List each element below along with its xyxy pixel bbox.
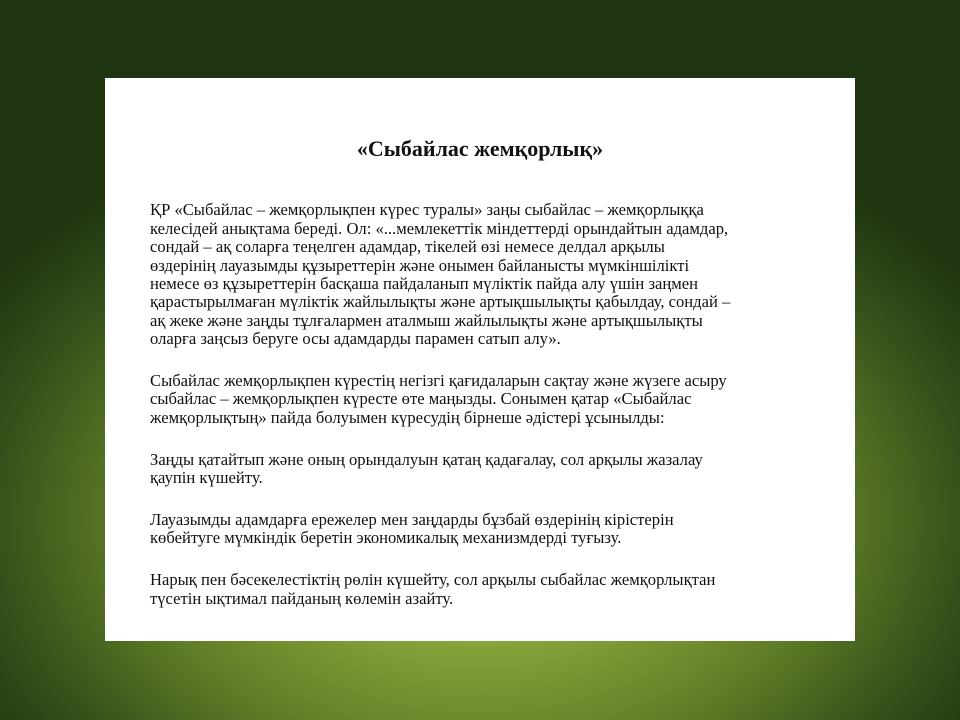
paragraph-principles: Сыбайлас жемқорлықпен күрестің негізгі қағидаларын сақтау және жүзеге асыру сыбайлас – жемқорлықпен күресте өте маңызды. Сонымен қатар «Сыбайлас жемқорлықтың» пайда болуымен күресудің бірнеше әдістері ұсынылды: xyxy=(150,371,727,427)
slide-body xyxy=(150,183,818,631)
paragraph-method-market: Нарық пен бәсекелестіктің рөлін күшейту, сол арқылы сыбайлас жемқорлықтан түсетін ықтимал пайданың көлемін азайту. xyxy=(150,570,716,608)
paragraph-definition: ҚР «Сыбайлас – жемқорлықпен күрес туралы» заңы сыбайлас – жемқорлыққа келесідей анықтама береді. Ол: «...мемлекеттік міндеттерді орындайтын адамдар, сондай – ақ соларға теңелген адамдар, тікелей өзі немесе делдал арқылы өздерінің лауазымды құзыреттерін және онымен байланысты мүмкіншілікті немесе өз құзыреттерін басқаша пайдаланып мүліктік пайда алу үшін заңмен қарастырылмаған мүліктік жайлылықты және артықшылықты қабылдау, сондай – ақ жеке және заңды тұлғалармен аталмыш жайлылықты және артықшылықты оларға заңсыз беруге осы адамдарды парамен сатып алу». xyxy=(150,200,731,349)
slide-title: «Сыбайлас жемқорлық» xyxy=(356,136,604,161)
paragraph-method-economic: Лауазымды адамдарға ережелер мен заңдарды бұзбай өздерінің кірістерін көбейтуге мүмкіндік беретін экономикалық механизмдерді туғызу. xyxy=(150,509,674,548)
paragraph-method-law: Заңды қатайтып және оның орындалуын қатаң қадағалау, сол арқылы жазалау қаупін күшейту. xyxy=(150,449,703,488)
